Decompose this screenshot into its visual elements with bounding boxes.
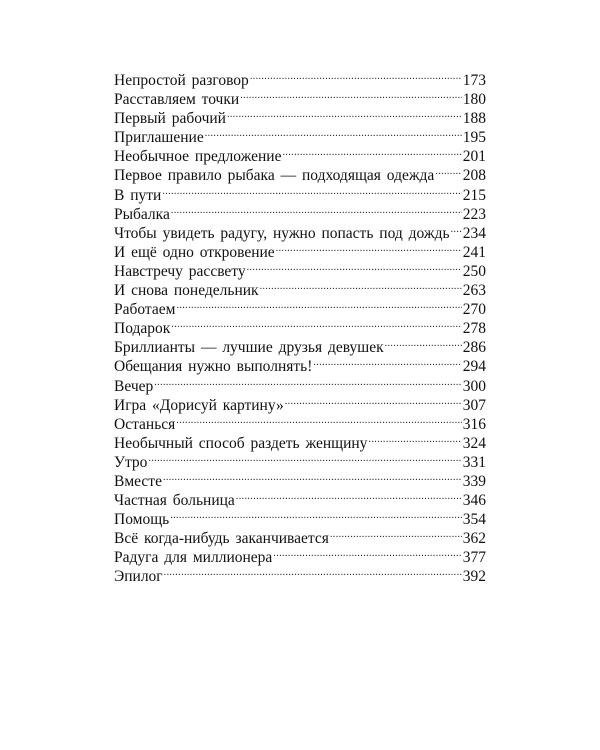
dot-leader (260, 276, 462, 295)
toc-entry-page: 377 (462, 549, 486, 567)
toc-entry-page: 188 (462, 110, 486, 128)
toc-entry-title: Вместе (114, 472, 162, 490)
toc-entry (114, 66, 486, 89)
dot-leader (435, 161, 461, 180)
dot-leader (285, 391, 462, 410)
dot-leader (148, 448, 461, 467)
toc-entry-page: 307 (462, 396, 486, 414)
toc-entry-page: 173 (462, 72, 486, 89)
toc-entry-title: Расставляем точки (114, 91, 240, 109)
toc-entry-page: 331 (462, 453, 486, 471)
dot-leader (385, 333, 462, 352)
toc-entry-title: Вечер (114, 377, 154, 395)
toc-entry (114, 200, 486, 223)
toc-entry-title: И снова понедельник (114, 282, 259, 300)
dot-leader (368, 429, 461, 448)
dot-leader (154, 372, 461, 391)
toc-entry-title: Непростой разговор (114, 72, 249, 89)
toc-entry-page: 201 (462, 148, 486, 166)
dot-leader (227, 104, 462, 123)
dot-leader (164, 562, 462, 581)
toc-entry-title: Необычный способ раздеть женщину (114, 434, 368, 452)
toc-entry-page: 241 (462, 243, 486, 261)
dot-leader (313, 352, 461, 371)
dot-leader (276, 238, 462, 257)
toc-entry-page: 234 (462, 224, 486, 242)
toc-entry-page: 324 (462, 434, 486, 452)
toc-entry-page: 223 (462, 205, 486, 223)
toc-entry-page: 362 (462, 530, 486, 548)
toc-entry-page: 270 (462, 301, 486, 319)
dot-leader (205, 123, 462, 142)
dot-leader (176, 295, 461, 314)
toc-entry-page: 208 (462, 167, 486, 185)
toc-entry-title: Работаем (114, 301, 176, 319)
toc-entry-title: Подарок (114, 320, 171, 338)
dot-leader (240, 85, 462, 104)
toc-entry-page: 250 (462, 262, 486, 280)
toc-entry-page: 278 (462, 320, 486, 338)
dot-leader (282, 142, 461, 161)
toc-entry (114, 448, 486, 471)
dot-leader (273, 543, 461, 562)
toc-entry-title: Рыбалка (114, 205, 170, 223)
toc-entry-page: 300 (462, 377, 486, 395)
toc-entry-title: Игра «Дорисуй картину» (114, 396, 284, 414)
toc-entry-page: 392 (462, 568, 486, 586)
toc-entry-title: Приглашение (114, 129, 204, 147)
dot-leader (247, 257, 462, 276)
toc-entry-page: 286 (462, 339, 486, 357)
toc-entry-title: Утро (114, 453, 148, 471)
toc-entry (114, 391, 486, 414)
toc-entry-title: Частная больница (114, 492, 235, 510)
toc-entry-title: Эпилог (114, 568, 163, 586)
toc-entry-page: 346 (462, 492, 486, 510)
toc-entry (114, 562, 486, 586)
dot-leader (171, 314, 461, 333)
dot-leader (162, 181, 461, 200)
toc-entry (114, 467, 486, 490)
toc-entry-title: Первое правило рыбака — подходящая одежда (114, 167, 435, 185)
toc-entry-page: 294 (462, 358, 486, 376)
toc-entry-title: Обещания нужно выполнять! (114, 358, 313, 376)
toc-entry-title: Чтобы увидеть радугу, нужно попасть под дождь (114, 224, 450, 242)
toc-entry (114, 181, 486, 204)
toc-entry-page: 195 (462, 129, 486, 147)
toc-entry-page: 339 (462, 472, 486, 490)
toc-entry-page: 180 (462, 91, 486, 109)
toc-entry-title: Необычное предложение (114, 148, 282, 166)
toc-entry-page: 215 (462, 186, 486, 204)
dot-leader (171, 200, 462, 219)
toc-entry-page: 316 (462, 415, 486, 433)
toc-entry (114, 524, 486, 548)
dot-leader (236, 486, 462, 505)
dot-leader (330, 524, 462, 543)
toc-entry-title: Всё когда-нибудь заканчивается (114, 530, 329, 548)
dot-leader (170, 505, 462, 524)
toc-entry-page: 263 (462, 282, 486, 300)
dot-leader (250, 66, 462, 85)
toc-entry-title: И ещё одно откровение (114, 243, 275, 261)
dot-leader (163, 467, 462, 486)
toc-entry-title: Радуга для миллионера (114, 549, 273, 567)
dot-leader (451, 219, 462, 238)
toc-entry-title: Первый рабочий (114, 110, 226, 128)
toc-entry-title: Навстречу рассвету (114, 262, 246, 280)
toc-entry-page: 354 (462, 511, 486, 529)
table-of-contents (114, 66, 486, 586)
toc-entry (114, 486, 486, 510)
toc-entry-title: В пути (114, 186, 162, 204)
dot-leader (176, 410, 461, 429)
toc-entry (114, 372, 486, 395)
toc-entry-title: Помощь (114, 511, 170, 529)
toc-entry (114, 505, 486, 529)
toc-entry-title: Останься (114, 415, 176, 433)
toc-entry-title: Бриллианты — лучшие друзья девушек (114, 339, 384, 357)
